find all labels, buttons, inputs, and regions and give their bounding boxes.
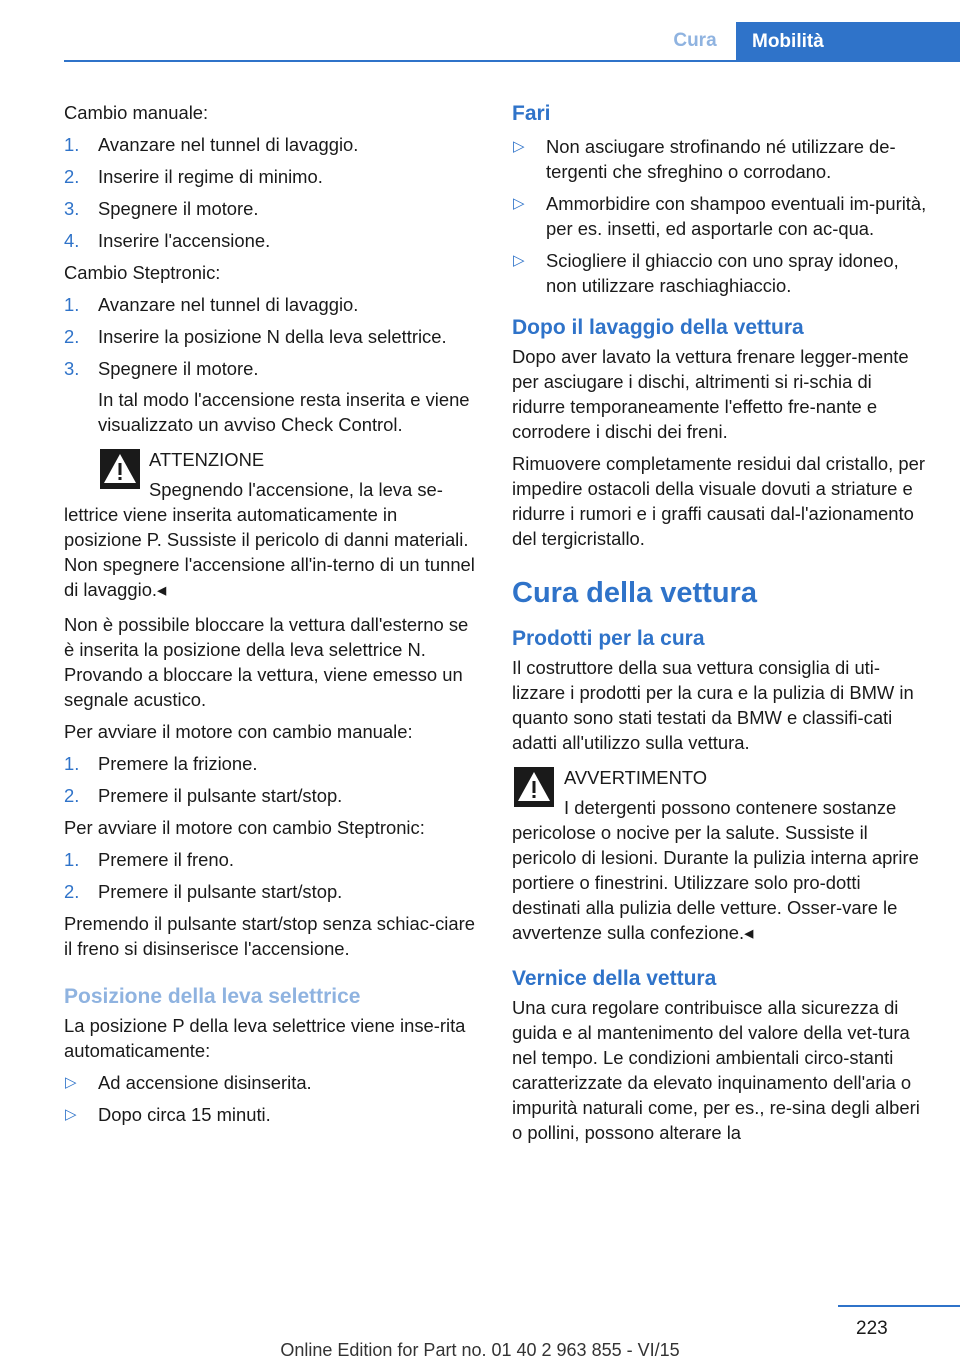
paragraph: Premendo il pulsante start/stop senza schiac‐ciare il freno si disinserisce l'accensione. bbox=[64, 913, 475, 959]
triangle-bullet-icon: ▷ bbox=[65, 1074, 77, 1091]
tab-mobilita[interactable]: Mobilità bbox=[736, 22, 960, 62]
end-mark-icon: ◂ bbox=[744, 922, 754, 943]
triangle-bullet-icon: ▷ bbox=[65, 1106, 77, 1123]
list-item: 2. Premere il pulsante start/stop. bbox=[64, 785, 343, 806]
section-heading: Vernice della vettura bbox=[512, 967, 717, 990]
list-item: 1. Premere il freno. bbox=[64, 849, 234, 870]
paragraph: Una cura regolare contribuisce alla sicurezza di guida e al mantenimento del valore della vet‐tura nel tempo. Le condizioni ambientali circo‐stanti caratterizzate da elevato inquinamento dell'aria o impurità naturali come, per es., re‐sina degli alberi o pollini, possono alterare la bbox=[512, 997, 920, 1143]
warning-title: ATTENZIONE bbox=[149, 449, 265, 470]
list-item: 3. Spegnere il motore. bbox=[64, 198, 259, 219]
edition-note: Online Edition for Part no. 01 40 2 963 855 - VI/15 bbox=[280, 1340, 680, 1360]
header-rule bbox=[64, 60, 960, 62]
triangle-bullet-icon: ▷ bbox=[513, 252, 525, 269]
list-item: 1. Avanzare nel tunnel di lavaggio. bbox=[64, 294, 359, 315]
numbered-list bbox=[64, 751, 480, 808]
paragraph: Rimuovere completamente residui dal cristallo, per impedire ostacoli della visuale dovuti a striature e ridurre i rumori e i graffi causati dal‐l'azionamento del tergicristallo. bbox=[512, 453, 925, 549]
warning-triangle-icon bbox=[514, 767, 554, 807]
paragraph: Cambio Steptronic: bbox=[64, 262, 221, 283]
list-item: ▷ Sciogliere il ghiaccio con uno spray idoneo, non utilizzare raschiaghiaccio. bbox=[513, 250, 899, 296]
list-item: 2. Inserire il regime di minimo. bbox=[64, 166, 323, 187]
left-column bbox=[64, 100, 480, 1134]
page-number: 223 bbox=[856, 1318, 888, 1339]
section-heading: Posizione della leva selettrice bbox=[64, 985, 361, 1008]
chapter-heading: Cura della vettura bbox=[512, 577, 757, 609]
numbered-list bbox=[64, 132, 480, 253]
paragraph: Il costruttore della sua vettura consiglia di uti‐lizzare i prodotti per la cura e la pulizia di BMW in quanto sono stati testati da BMW e classifi‐cati adatti all'utilizzo sulla vettura. bbox=[512, 657, 914, 753]
end-mark-icon: ◂ bbox=[157, 579, 167, 600]
section-heading: Prodotti per la cura bbox=[512, 627, 705, 650]
numbered-list bbox=[64, 847, 480, 904]
section-heading: Fari bbox=[512, 102, 551, 125]
warning-triangle-icon bbox=[100, 449, 140, 489]
paragraph: Per avviare il motore con cambio Steptronic: bbox=[64, 817, 425, 838]
paragraph: Cambio manuale: bbox=[64, 102, 209, 123]
list-item: 4. Inserire l'accensione. bbox=[64, 230, 271, 251]
paragraph: Non è possibile bloccare la vettura dall'esterno se è inserita la posizione della leva selettrice N. Provando a bloccare la vettura, viene emesso un segnale acustico. bbox=[64, 614, 469, 710]
triangle-bullet-icon: ▷ bbox=[513, 138, 525, 155]
tab-cura[interactable]: Cura bbox=[673, 30, 717, 51]
warning-title: AVVERTIMENTO bbox=[564, 767, 708, 788]
list-item: 2. Premere il pulsante start/stop. bbox=[64, 881, 343, 902]
list-item: ▷ Ad accensione disinserita. bbox=[65, 1072, 312, 1093]
warning-box bbox=[64, 447, 480, 602]
page-header bbox=[0, 0, 960, 62]
section-heading: Dopo il lavaggio della vettura bbox=[512, 316, 804, 339]
list-item-note: In tal modo l'accensione resta inserita e viene visualizzato un avviso Check Control. bbox=[98, 389, 470, 435]
paragraph: Dopo aver lavato la vettura frenare legger‐mente per asciugare i dischi, altrimenti si ri‐schia di ridurre temporaneamente l'effetto fre‐nante e corrodere i dischi dei freni. bbox=[512, 346, 909, 442]
list-item: ▷ Non asciugare strofinando né utilizzare de‐tergenti che sfreghino o corrodano. bbox=[513, 136, 896, 182]
warning-box bbox=[512, 765, 928, 945]
triangle-bullet-icon: ▷ bbox=[513, 195, 525, 212]
list-item: 1. Avanzare nel tunnel di lavaggio. bbox=[64, 134, 359, 155]
list-item: ▷ Dopo circa 15 minuti. bbox=[65, 1104, 271, 1125]
warning-text: I detergenti possono contenere sostanze pericolose o nocive per la salute. Sussiste il pericolo di lesioni. Durante la pulizia interna aprire portiere o finestrini. Utilizzare solo pro‐dotti destinati alla pulizia delle vetture. Osser‐vare le avvertenze sulla confezione.◂ bbox=[512, 797, 919, 943]
list-item: 2. Inserire la posizione N della leva selettrice. bbox=[64, 326, 447, 347]
right-column bbox=[512, 100, 928, 1152]
paragraph: Per avviare il motore con cambio manuale: bbox=[64, 721, 413, 742]
paragraph: La posizione P della leva selettrice viene inse‐rita automaticamente: bbox=[64, 1015, 466, 1061]
footer-rule bbox=[838, 1305, 960, 1307]
list-item: ▷ Ammorbidire con shampoo eventuali im‐purità, per es. insetti, ed asportarle con ac‐qua. bbox=[513, 193, 927, 239]
bullet-list bbox=[512, 134, 928, 298]
list-item: 3. Spegnere il motore. In tal modo l'accensione resta inserita e viene visualizzato un avviso Check Control. ATTENZIONE Spegnendo l'accensione, la leva se‐lettrice viene inserita automaticamente in posizione P. Sussiste il pericolo di danni materiali. Non spegnere l'accensione all'in‐terno di un tunnel di lavaggio.◂ bbox=[64, 356, 480, 602]
list-item: 1. Premere la frizione. bbox=[64, 753, 258, 774]
bullet-list bbox=[64, 1070, 480, 1127]
numbered-list bbox=[64, 292, 480, 602]
warning-text: Spegnendo l'accensione, la leva se‐lettrice viene inserita automaticamente in posizione P. Sussiste il pericolo di danni materiali. Non spegnere l'accensione all'in‐terno di un tunnel di lavaggio.◂ bbox=[64, 479, 475, 600]
